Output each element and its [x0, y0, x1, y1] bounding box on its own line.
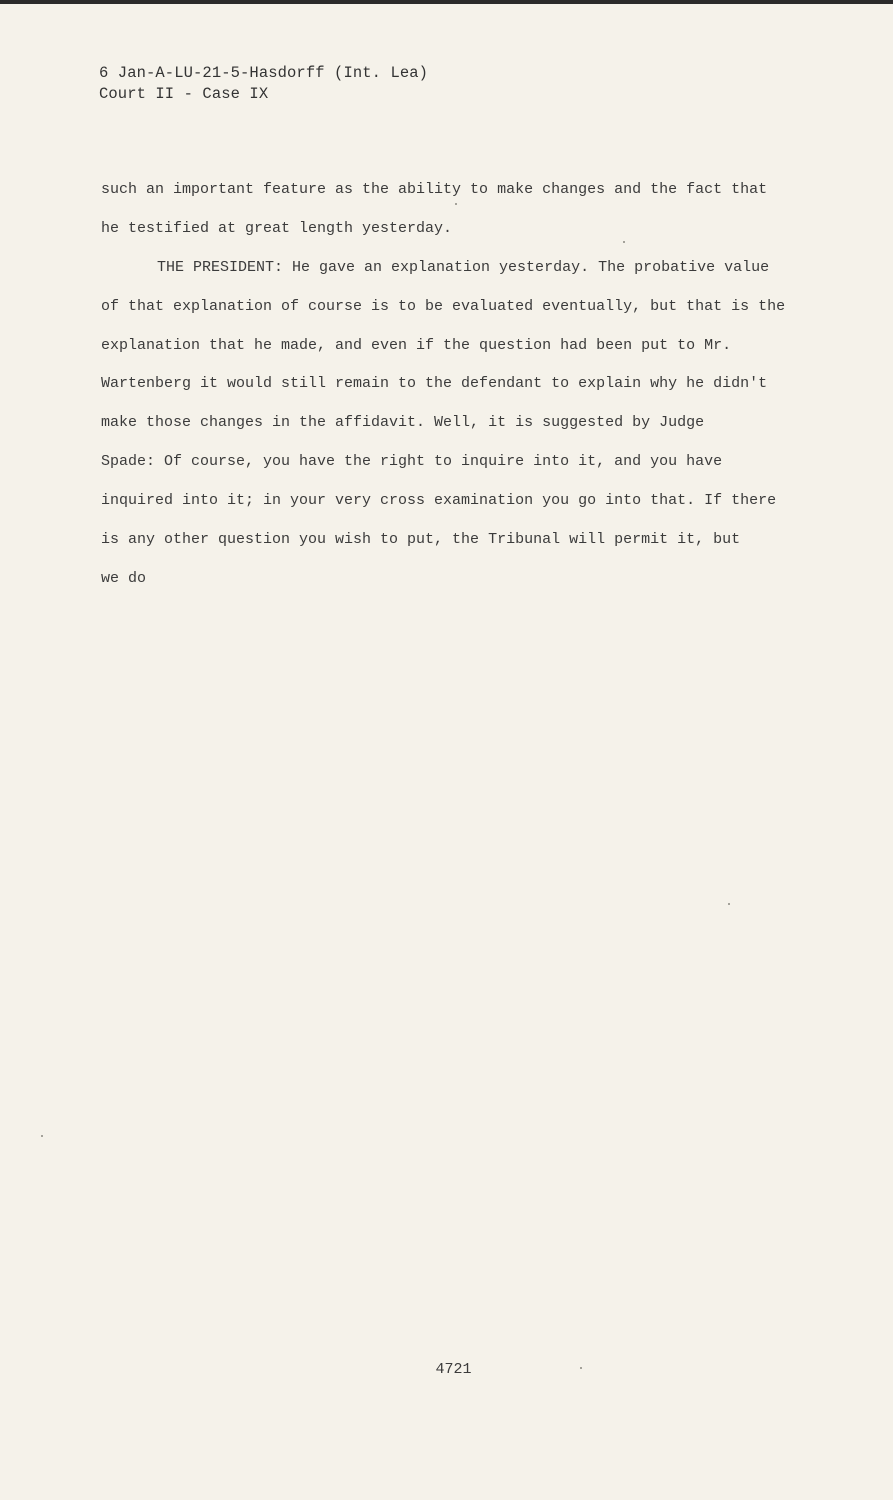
transcript-line: explanation that he made, and even if the question had been put to Mr. — [101, 336, 732, 354]
transcript-line: is any other question you wish to put, the Tribunal will permit it, but — [101, 531, 741, 549]
transcript-line: make those changes in the affidavit. Well, it is suggested by Judge — [101, 414, 705, 432]
header-line-1: 6 Jan-A-LU-21-5-Hasdorff (Int. Lea) — [99, 64, 429, 82]
header-line-2: Court II - Case IX — [99, 85, 269, 103]
page-number: 4721 — [435, 1361, 472, 1378]
transcript-body — [101, 171, 836, 599]
paper-speck — [580, 1367, 582, 1369]
transcript-line: THE PRESIDENT: He gave an explanation yesterday. The probative value — [157, 258, 770, 276]
transcript-line: we do — [101, 569, 147, 587]
transcript-line: Wartenberg it would still remain to the defendant to explain why he didn't — [101, 375, 768, 393]
paper-speck — [41, 1135, 43, 1137]
transcript-line: Spade: Of course, you have the right to inquire into it, and you have — [101, 453, 723, 471]
page-top-edge — [0, 0, 893, 4]
transcript-line: he testified at great length yesterday. — [101, 219, 453, 237]
paper-speck — [623, 241, 625, 243]
transcript-line: inquired into it; in your very cross examination you go into that. If there — [101, 492, 777, 510]
transcript-line: such an important feature as the ability to make changes and the fact that — [101, 181, 768, 198]
transcript-line: of that explanation of course is to be evaluated eventually, but that is the — [101, 297, 786, 315]
paper-speck — [728, 903, 730, 905]
paper-speck — [455, 203, 457, 205]
document-header — [99, 63, 428, 105]
